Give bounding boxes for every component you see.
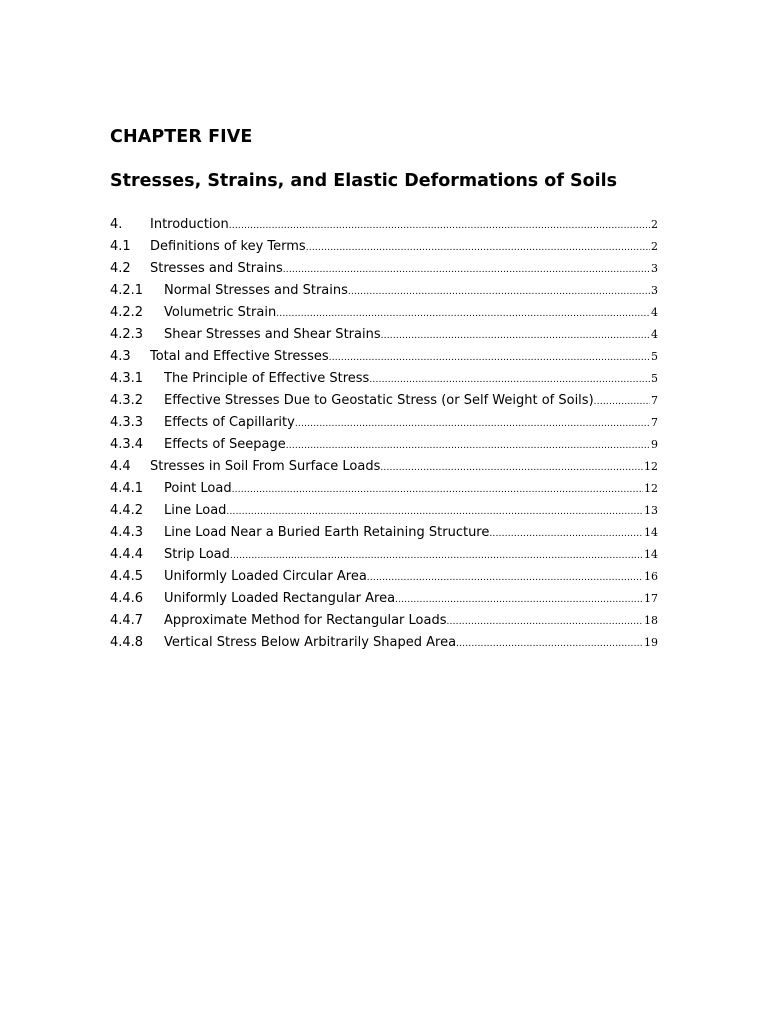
toc-entry-number: 4.4.6 bbox=[110, 591, 144, 606]
toc-entry-number: 4.3.3 bbox=[110, 415, 144, 430]
toc-entry[interactable] bbox=[110, 368, 658, 390]
toc-entry-page-number: 4 bbox=[651, 328, 658, 341]
toc-entry-title: Stresses and Strains bbox=[150, 261, 283, 276]
toc-entry-title: Uniformly Loaded Rectangular Area bbox=[164, 591, 396, 606]
toc-dot-leader bbox=[232, 479, 643, 500]
toc-entry-page-number: 16 bbox=[644, 570, 658, 583]
toc-entry[interactable] bbox=[110, 412, 658, 434]
toc-entry-number: 4.3.2 bbox=[110, 393, 144, 408]
toc-entry-title: Volumetric Strain bbox=[164, 305, 277, 320]
toc-entry-title: Normal Stresses and Strains bbox=[164, 283, 348, 298]
toc-dot-leader bbox=[229, 215, 650, 236]
toc-entry-number: 4.2.3 bbox=[110, 327, 144, 342]
toc-entry-number: 4.2.2 bbox=[110, 305, 144, 320]
toc-entry-title: Line Load bbox=[164, 503, 227, 518]
toc-dot-leader bbox=[369, 369, 650, 390]
toc-entry-number: 4.1 bbox=[110, 239, 131, 254]
toc-dot-leader bbox=[381, 325, 650, 346]
toc-entry-page-number: 2 bbox=[651, 218, 658, 231]
toc-entry-number: 4.4.7 bbox=[110, 613, 144, 628]
toc-entry-page-number: 4 bbox=[651, 306, 658, 319]
toc-dot-leader bbox=[594, 391, 650, 412]
toc-entry-page-number: 14 bbox=[644, 548, 658, 561]
toc-entry-number: 4.3 bbox=[110, 349, 131, 364]
toc-entry-title: Point Load bbox=[164, 481, 232, 496]
toc-entry[interactable] bbox=[110, 522, 658, 544]
toc-dot-leader bbox=[395, 589, 643, 610]
toc-entry-number: 4.4 bbox=[110, 459, 131, 474]
toc-entry-title: Uniformly Loaded Circular Area bbox=[164, 569, 367, 584]
toc-entry-page-number: 12 bbox=[644, 460, 658, 473]
toc-entry[interactable] bbox=[110, 390, 658, 412]
toc-entry-title: Definitions of key Terms bbox=[150, 239, 306, 254]
toc-entry-number: 4.3.4 bbox=[110, 437, 144, 452]
chapter-label: CHAPTER FIVE bbox=[110, 127, 253, 147]
toc-dot-leader bbox=[226, 501, 643, 522]
toc-entry-number: 4.4.2 bbox=[110, 503, 144, 518]
toc-dot-leader bbox=[306, 237, 650, 258]
toc-entry-title: Effective Stresses Due to Geostatic Stress (or Self Weight of Soils) bbox=[164, 393, 594, 408]
toc-entry-number: 4.2 bbox=[110, 261, 131, 276]
toc-entry[interactable] bbox=[110, 632, 658, 654]
toc-entry[interactable] bbox=[110, 236, 658, 258]
toc-dot-leader bbox=[456, 633, 643, 654]
toc-entry-title: Effects of Capillarity bbox=[164, 415, 295, 430]
table-of-contents bbox=[110, 214, 658, 654]
toc-entry-title: Line Load Near a Buried Earth Retaining Structure bbox=[164, 525, 490, 540]
toc-entry[interactable] bbox=[110, 280, 658, 302]
toc-entry-title: Strip Load bbox=[164, 547, 230, 562]
toc-entry-page-number: 3 bbox=[651, 284, 658, 297]
toc-entry-title: Approximate Method for Rectangular Loads bbox=[164, 613, 447, 628]
toc-dot-leader bbox=[230, 545, 643, 566]
toc-entry[interactable] bbox=[110, 346, 658, 368]
toc-entry[interactable] bbox=[110, 324, 658, 346]
toc-entry-page-number: 7 bbox=[651, 394, 658, 407]
toc-entry-title: Shear Stresses and Shear Strains bbox=[164, 327, 381, 342]
toc-entry-number: 4. bbox=[110, 217, 123, 232]
toc-entry-number: 4.4.3 bbox=[110, 525, 144, 540]
toc-dot-leader bbox=[295, 413, 650, 434]
toc-entry-page-number: 7 bbox=[651, 416, 658, 429]
toc-entry[interactable] bbox=[110, 302, 658, 324]
toc-entry-title: Introduction bbox=[150, 217, 229, 232]
toc-entry[interactable] bbox=[110, 610, 658, 632]
toc-entry-number: 4.4.5 bbox=[110, 569, 144, 584]
toc-entry-number: 4.4.1 bbox=[110, 481, 144, 496]
toc-entry-number: 4.4.4 bbox=[110, 547, 144, 562]
toc-dot-leader bbox=[380, 457, 643, 478]
toc-entry-page-number: 5 bbox=[651, 350, 658, 363]
toc-entry-title: Stresses in Soil From Surface Loads bbox=[150, 459, 381, 474]
toc-entry[interactable] bbox=[110, 566, 658, 588]
toc-dot-leader bbox=[276, 303, 650, 324]
toc-entry[interactable] bbox=[110, 258, 658, 280]
toc-dot-leader bbox=[446, 611, 643, 632]
chapter-title: Stresses, Strains, and Elastic Deformations of Soils bbox=[110, 171, 618, 191]
toc-entry-page-number: 14 bbox=[644, 526, 658, 539]
toc-dot-leader bbox=[283, 259, 650, 280]
toc-entry-page-number: 2 bbox=[651, 240, 658, 253]
toc-entry[interactable] bbox=[110, 214, 658, 236]
toc-entry-title: Total and Effective Stresses bbox=[150, 349, 329, 364]
toc-entry-page-number: 19 bbox=[644, 636, 658, 649]
toc-entry[interactable] bbox=[110, 456, 658, 478]
toc-entry-number: 4.2.1 bbox=[110, 283, 144, 298]
toc-entry-title: Effects of Seepage bbox=[164, 437, 286, 452]
toc-entry-title: Vertical Stress Below Arbitrarily Shaped Area bbox=[164, 635, 457, 650]
toc-entry-number: 4.4.8 bbox=[110, 635, 144, 650]
toc-entry-page-number: 18 bbox=[644, 614, 658, 627]
toc-dot-leader bbox=[348, 281, 650, 302]
toc-dot-leader bbox=[329, 347, 650, 368]
toc-entry[interactable] bbox=[110, 588, 658, 610]
toc-entry-page-number: 9 bbox=[651, 438, 658, 451]
toc-entry-page-number: 3 bbox=[651, 262, 658, 275]
toc-dot-leader bbox=[489, 523, 643, 544]
toc-entry[interactable] bbox=[110, 434, 658, 456]
toc-entry-title: The Principle of Effective Stress bbox=[164, 371, 370, 386]
toc-entry-page-number: 17 bbox=[644, 592, 658, 605]
toc-entry[interactable] bbox=[110, 500, 658, 522]
toc-dot-leader bbox=[367, 567, 643, 588]
toc-entry[interactable] bbox=[110, 478, 658, 500]
toc-entry-page-number: 12 bbox=[644, 482, 658, 495]
toc-entry-page-number: 5 bbox=[651, 372, 658, 385]
toc-entry[interactable] bbox=[110, 544, 658, 566]
toc-dot-leader bbox=[286, 435, 650, 456]
toc-entry-number: 4.3.1 bbox=[110, 371, 144, 386]
toc-entry-page-number: 13 bbox=[644, 504, 658, 517]
